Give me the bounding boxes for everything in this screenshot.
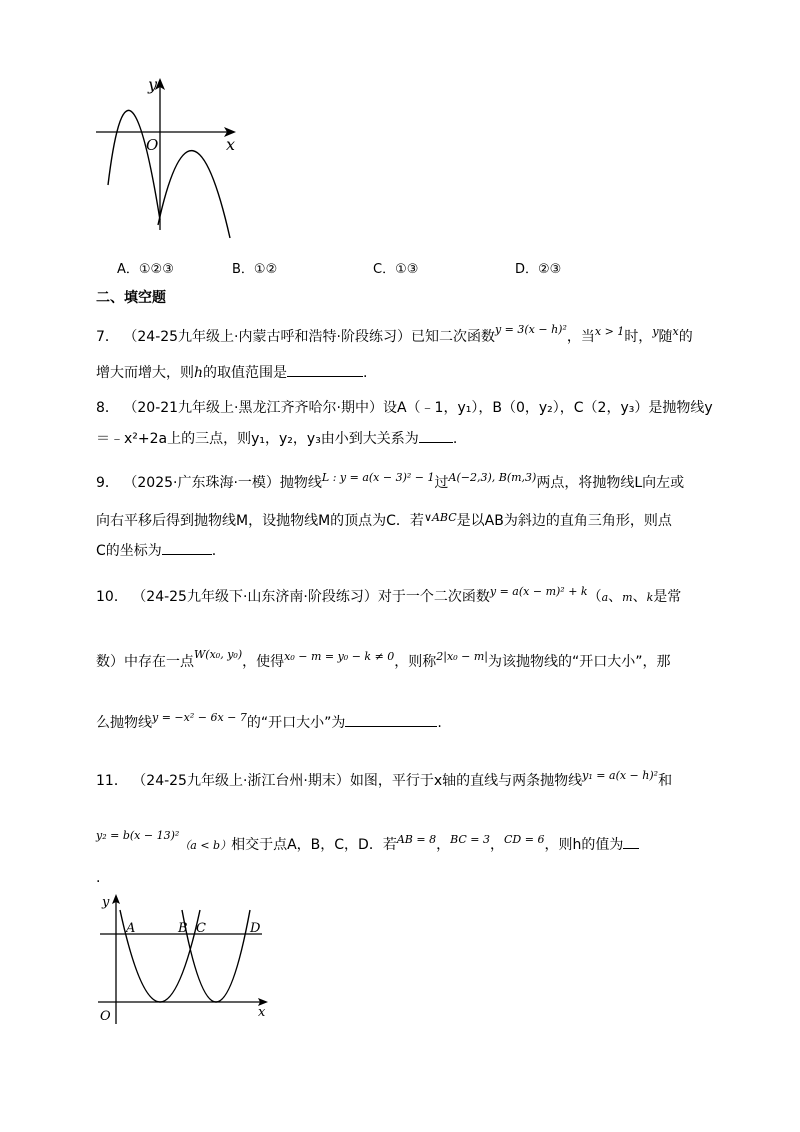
fig2-origin-label: O bbox=[100, 1009, 111, 1024]
q10-source: （24-25九年级下·山东济南·阶段练习） bbox=[132, 589, 378, 605]
q7-line1: 7． （24-25九年级上·内蒙古呼和浩特·阶段练习）已知二次函数$^{y = 3(x - h)^2}$，当$^{x > 1}$时，$^y$随$^x$的 bbox=[96, 323, 693, 345]
q10-equation-2: y = −x² − 6x − 7 bbox=[152, 711, 247, 724]
fig1-origin-label: O bbox=[146, 136, 159, 154]
fig2-point-d: D bbox=[250, 921, 261, 936]
fig2-point-b: B bbox=[178, 921, 188, 936]
fig2-point-c: C bbox=[196, 921, 206, 936]
q9-line3: C的坐标为 . bbox=[96, 540, 216, 561]
q7-equation: y = 3(x − h)² bbox=[494, 323, 567, 336]
q11-line1: 11． （24-25九年级上·浙江台州·期末）如图，平行于x轴的直线与两条抛物线$^{y_1 = a(x - h)^2}$和 bbox=[96, 769, 673, 789]
figure-parabolas-2 bbox=[90, 888, 280, 1028]
fig1-x-label: x bbox=[226, 135, 236, 154]
q10-equation: y = a(x − m)² + k bbox=[489, 585, 588, 598]
figure-parabolas-1 bbox=[90, 70, 250, 240]
fig2-point-a: A bbox=[126, 921, 136, 936]
q9-equation: L : y = a(x − 3)² − 1 bbox=[321, 471, 435, 484]
q11-line2: $^{y_2 = b(x - 13)^2}$（a < b）相交于点A，B，C，D．若$^{AB = 8}$，$^{BC = 3}$，$^{CD = 6}$，则h的值为 bbox=[96, 826, 639, 856]
q11-source: （24-25九年级上·浙江台州·期末） bbox=[132, 773, 350, 789]
q9-points: A(−2,3), B(m,3) bbox=[448, 471, 537, 484]
q9-answer-blank[interactable] bbox=[162, 540, 212, 555]
fig2-x-label: x bbox=[258, 1005, 266, 1020]
choice-b[interactable]: B．①② bbox=[232, 262, 278, 277]
q8-text: 设A（﹣1，y₁），B（0，y₂），C（2，y₃）是抛物线y bbox=[382, 400, 713, 416]
q9-number: 9． bbox=[96, 475, 119, 491]
q9-line1: 9． （2025·广东珠海·一模）抛物线$^{L : y = a(x - 3)^2 - 1}$过$^{A(-2,3), B(m,3)}$两点，将抛物线L向左或 bbox=[96, 471, 685, 491]
choice-c[interactable]: C．①③ bbox=[373, 262, 419, 277]
q7-condition: x > 1 bbox=[594, 325, 625, 338]
q7-answer-blank[interactable] bbox=[287, 362, 363, 377]
q10-opening-size: 2|x₀ − m| bbox=[436, 650, 488, 663]
fig2-y-label: y bbox=[102, 895, 110, 910]
q11-line3: . bbox=[96, 870, 101, 886]
q11-condition: （a < b） bbox=[179, 839, 232, 852]
fig1-y-label: y bbox=[148, 75, 158, 94]
q8-number: 8． bbox=[96, 400, 119, 416]
q10-line1: 10． （24-25九年级下·山东济南·阶段练习）对于一个二次函数$^{y = a(x - m)^2 + k}$（a、m、k是常 bbox=[96, 585, 682, 605]
q11-number: 11． bbox=[96, 773, 128, 789]
q7-number: 7． bbox=[96, 329, 119, 345]
q10-line3: 么抛物线$^{y = -x^2 - 6x - 7}$的“开口大小”为 . bbox=[96, 711, 442, 731]
q9-source: （2025·广东珠海·一模） bbox=[123, 475, 280, 491]
q8-source: （20-21九年级上·黑龙江齐齐哈尔·期中） bbox=[123, 400, 383, 416]
parabola-y2 bbox=[182, 910, 250, 1002]
choice-a[interactable]: A．①②③ bbox=[117, 262, 174, 277]
parabola-left bbox=[108, 110, 160, 220]
q7-text: 已知二次函数 bbox=[410, 329, 495, 345]
q9-line2: 向右平移后得到抛物线M，设抛物线M的顶点为C．若$^{\vee ABC}$是以AB为斜边的直角三角形，则点 bbox=[96, 511, 672, 529]
q10-number: 10． bbox=[96, 589, 128, 605]
q8-answer-blank[interactable] bbox=[419, 428, 453, 443]
q11-equation-1: y₁ = a(x − h)² bbox=[582, 769, 659, 782]
q9-triangle: ∨ABC bbox=[423, 511, 457, 524]
q8-line1 bbox=[96, 398, 713, 418]
q8-line2: ＝﹣x²+2a上的三点，则y₁，y₂，y₃由小到大关系为 . bbox=[96, 428, 457, 449]
parabola-right bbox=[158, 151, 230, 238]
q10-condition: x₀ − m = y₀ − k ≠ 0 bbox=[284, 650, 395, 663]
q10-point-w: W(x₀, y₀) bbox=[194, 648, 243, 661]
q10-answer-blank[interactable] bbox=[345, 712, 437, 727]
q10-line2: 数）中存在一点$^{W(x_0, y_0)}$，使得$^{x_0 - m = y_0 - k \ne 0}$，则称$^{2|x_0 - m|}$为该抛物线的“开口大小”，那 bbox=[96, 648, 671, 670]
section-title: 二、填空题 bbox=[96, 290, 166, 306]
q11-equation-2: y₂ = b(x − 13)² bbox=[96, 829, 180, 842]
choice-d[interactable]: D．②③ bbox=[515, 262, 562, 277]
q7-line2: 增大而增大，则h的取值范围是 . bbox=[96, 362, 367, 383]
q11-answer-blank[interactable] bbox=[623, 834, 639, 849]
q7-source: （24-25九年级上·内蒙古呼和浩特·阶段练习） bbox=[123, 329, 411, 345]
